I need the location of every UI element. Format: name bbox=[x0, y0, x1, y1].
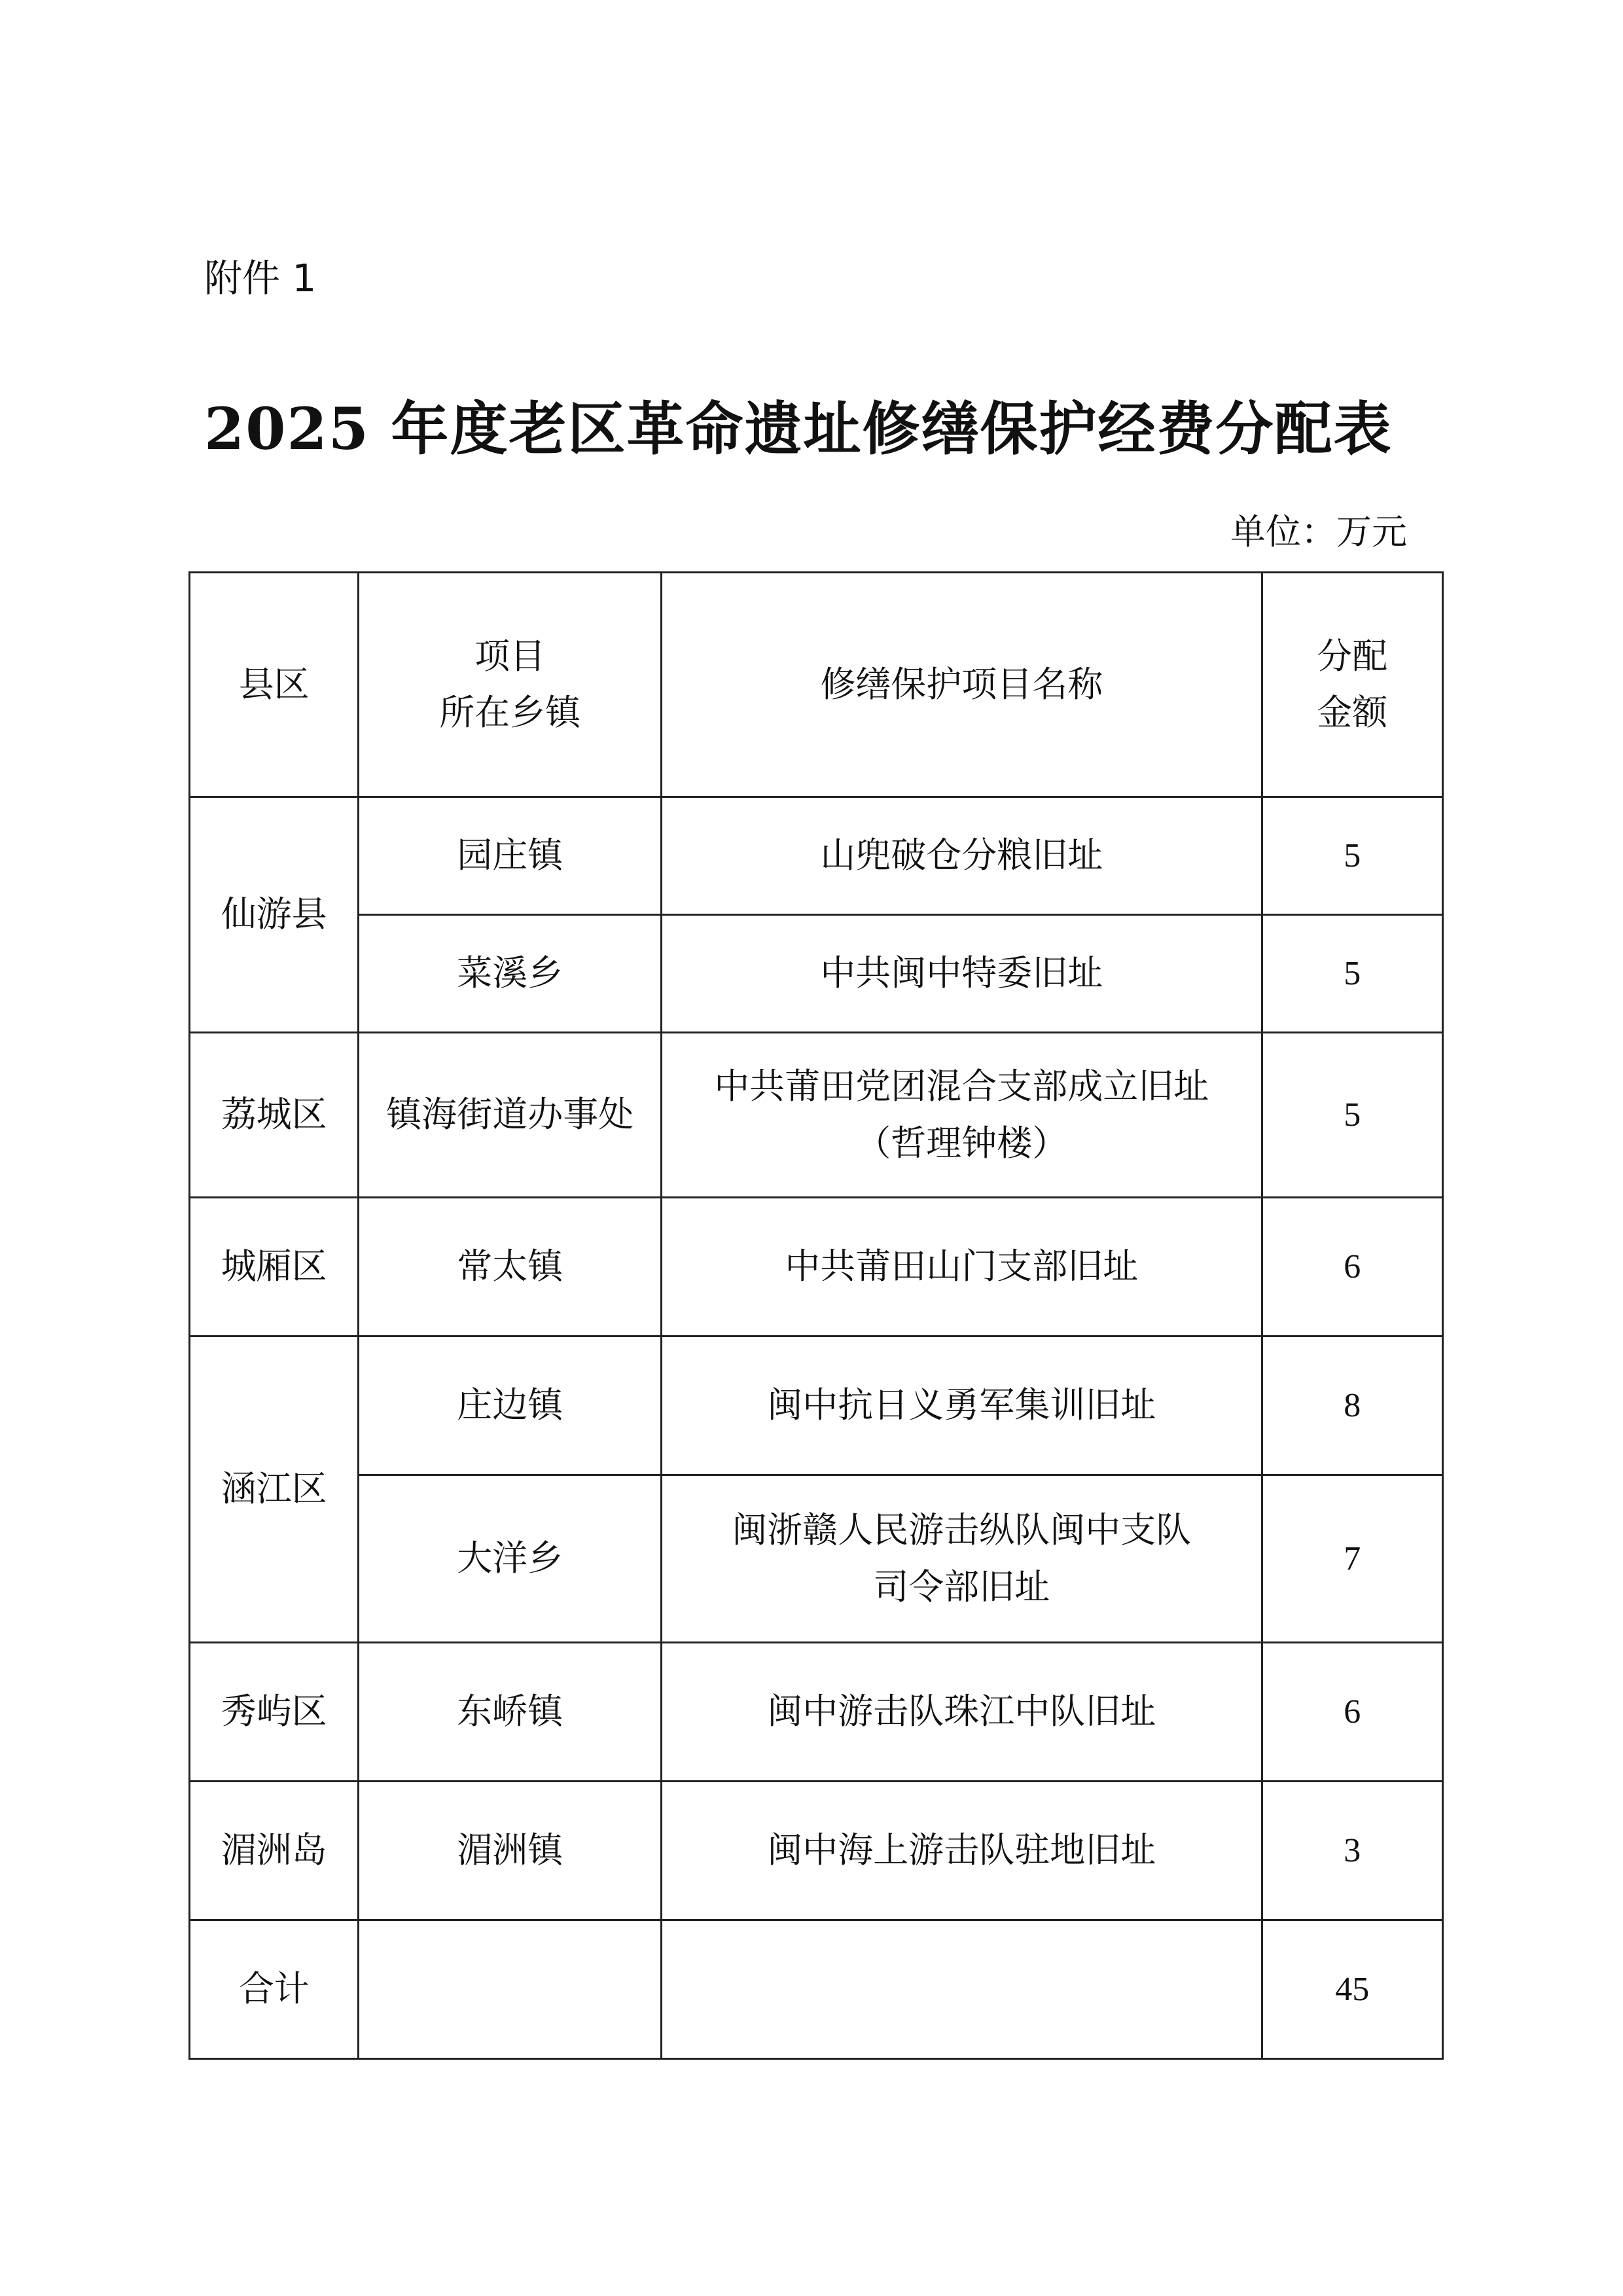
header-project: 修缮保护项目名称 bbox=[662, 573, 1262, 797]
table-row bbox=[190, 797, 1443, 915]
project-cell bbox=[662, 1475, 1262, 1643]
town-cell: 常太镇 bbox=[359, 1198, 662, 1336]
amount-cell: 5 bbox=[1262, 915, 1442, 1033]
table-header-row bbox=[190, 573, 1443, 797]
amount-cell: 3 bbox=[1262, 1782, 1442, 1920]
county-cell: 湄洲岛 bbox=[190, 1782, 359, 1920]
project-cell bbox=[662, 1033, 1262, 1198]
amount-cell: 6 bbox=[1262, 1643, 1442, 1782]
allocation-table bbox=[188, 571, 1444, 2060]
table-row bbox=[190, 1643, 1443, 1782]
amount-cell: 6 bbox=[1262, 1198, 1442, 1336]
header-county: 县区 bbox=[190, 573, 359, 797]
amount-cell: 8 bbox=[1262, 1336, 1442, 1475]
project-cell: 山兜破仓分粮旧址 bbox=[662, 797, 1262, 915]
table-row bbox=[190, 1336, 1443, 1475]
county-cell: 仙游县 bbox=[190, 797, 359, 1033]
total-amount: 45 bbox=[1262, 1920, 1442, 2059]
town-cell: 镇海街道办事处 bbox=[359, 1033, 662, 1198]
total-label: 合计 bbox=[190, 1920, 359, 2059]
town-cell: 湄洲镇 bbox=[359, 1782, 662, 1920]
project-cell: 中共莆田山门支部旧址 bbox=[662, 1198, 1262, 1336]
town-cell: 园庄镇 bbox=[359, 797, 662, 915]
page-title: 2025 年度老区革命遗址修缮保护经费分配表 bbox=[204, 395, 1393, 463]
town-cell: 大洋乡 bbox=[359, 1475, 662, 1643]
header-amount-line1: 分配 bbox=[1317, 635, 1388, 677]
project-cell: 闽中海上游击队驻地旧址 bbox=[662, 1782, 1262, 1920]
project-line1: 中共莆田党团混合支部成立旧址 bbox=[714, 1066, 1209, 1107]
amount-cell: 5 bbox=[1262, 797, 1442, 915]
header-amount bbox=[1262, 573, 1442, 797]
empty-cell bbox=[359, 1920, 662, 2059]
county-cell: 荔城区 bbox=[190, 1033, 359, 1198]
project-cell: 闽中抗日义勇军集训旧址 bbox=[662, 1336, 1262, 1475]
project-cell: 闽中游击队珠江中队旧址 bbox=[662, 1643, 1262, 1782]
header-town-line1: 项目 bbox=[474, 635, 546, 677]
project-cell: 中共闽中特委旧址 bbox=[662, 915, 1262, 1033]
table-row bbox=[190, 1475, 1443, 1643]
county-cell: 秀屿区 bbox=[190, 1643, 359, 1782]
project-line2: （哲理钟楼） bbox=[855, 1122, 1068, 1164]
header-town-line2: 所在乡镇 bbox=[439, 692, 581, 733]
table-row bbox=[190, 1198, 1443, 1336]
town-cell: 菜溪乡 bbox=[359, 915, 662, 1033]
unit-label: 单位：万元 bbox=[1230, 511, 1407, 552]
total-row bbox=[190, 1920, 1443, 2059]
amount-cell: 7 bbox=[1262, 1475, 1442, 1643]
attachment-label: 附件 1 bbox=[204, 256, 317, 300]
table-row bbox=[190, 915, 1443, 1033]
town-cell: 东峤镇 bbox=[359, 1643, 662, 1782]
empty-cell bbox=[662, 1920, 1262, 2059]
project-line1: 闽浙赣人民游击纵队闽中支队 bbox=[732, 1509, 1192, 1551]
project-line2: 司令部旧址 bbox=[873, 1566, 1050, 1607]
amount-cell: 5 bbox=[1262, 1033, 1442, 1198]
county-cell: 涵江区 bbox=[190, 1336, 359, 1643]
header-amount-line2: 金额 bbox=[1317, 692, 1388, 733]
table-row bbox=[190, 1782, 1443, 1920]
county-cell: 城厢区 bbox=[190, 1198, 359, 1336]
table-row bbox=[190, 1033, 1443, 1198]
header-town bbox=[359, 573, 662, 797]
town-cell: 庄边镇 bbox=[359, 1336, 662, 1475]
